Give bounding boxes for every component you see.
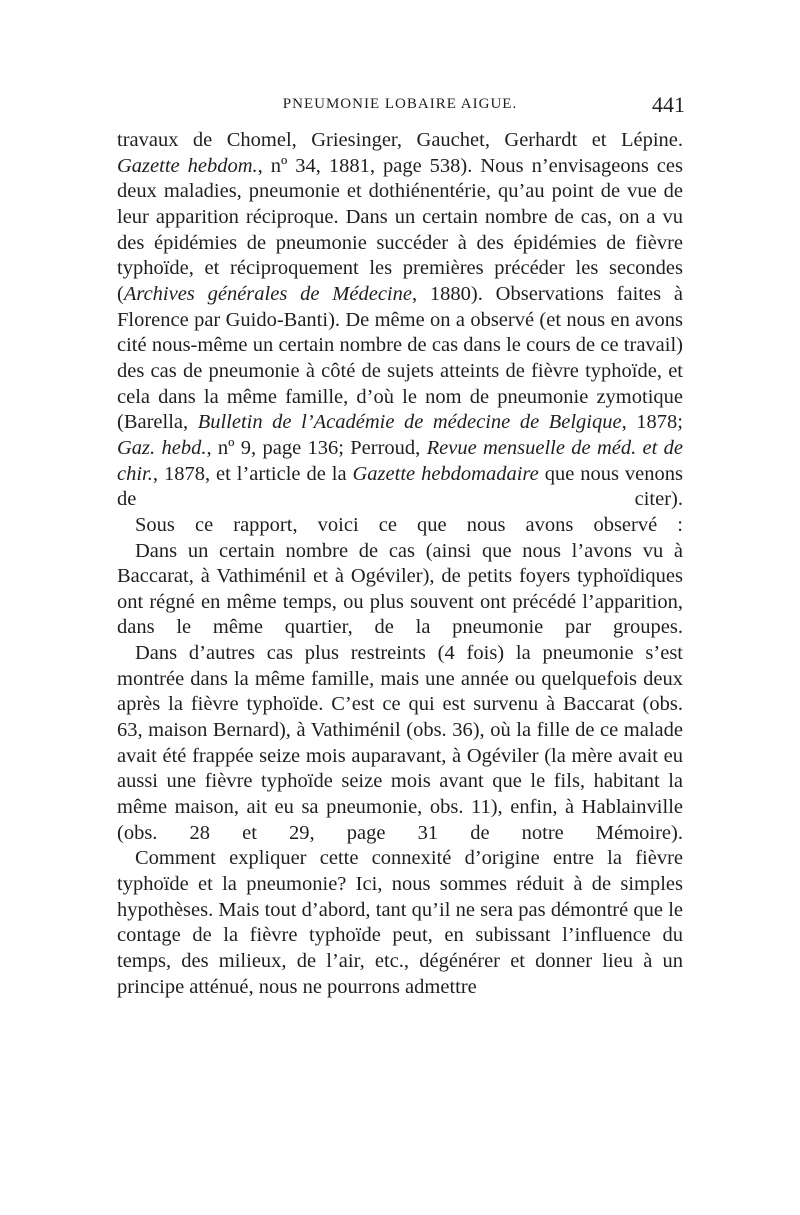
text-segment: , 1880). Observations faites à Florence par Guido-Banti). De même on a observé (et nous en avons cité nous-même un certain nombre de cas dans le cours de ce travail) des cas de pneumonie à côté de sujets atteints de fièvre typhoïde, et cela dans la même famille, d’où le nom de pneumonie zymotique (Barella, <box>117 282 683 434</box>
page-header <box>115 92 685 120</box>
text-segment: que nous venons de citer). <box>117 462 684 511</box>
page-number: 441 <box>652 92 685 117</box>
paragraph-1 <box>117 128 683 513</box>
paragraph-3 <box>117 539 683 642</box>
italic-citation: Archives générales de Médecine <box>123 282 412 305</box>
italic-citation: Gazette hebdom. <box>117 154 258 177</box>
text-segment: Comment expliquer cette connexité d’origine entre la fièvre typhoïde et la pneumonie? Ici, nous sommes réduit à de simples hypothèses. Mais tout d’abord, tant qu’il ne sera pas démontré que le contage de la fièvre typhoïde peut, en subissant l’influence du temps, des milieux, de l’air, etc., dégénérer et donner lieu à un principe atténué, nous ne pourrons admettre <box>117 847 683 998</box>
text-segment: Sous ce rapport, voici ce que nous avons observé : <box>135 513 683 536</box>
italic-citation: Bulletin de l’Académie de médecine de Belgique <box>197 411 622 434</box>
running-title: PNEUMONIE LOBAIRE AIGUE. <box>282 96 518 112</box>
italic-citation: Gaz. hebd. <box>117 436 207 459</box>
paragraph-2 <box>117 513 683 539</box>
italic-citation: Gazette hebdomadaire <box>352 462 539 485</box>
text-segment: , 1878, et l’article de la <box>152 462 353 485</box>
text-segment: travaux de Chomel, Griesinger, Gauchet, Gerhardt et Lépine. <box>117 129 683 151</box>
text-segment: Dans d’autres cas plus restreints (4 fois) la pneumonie s’est montrée dans la même famille, mais une année ou quelquefois deux après la fièvre typhoïde. C’est ce qui est survenu à Baccarat (obs. 63, maison Bernard), à Vathiménil (obs. 36), où la fille de ce malade avait été frappée seize mois auparavant, à Ogéviler (la mère avait eu aussi une fièvre typhoïde seize mois avant que le fils, habitant la même maison, ait eu sa pneumonie, obs. 11), enfin, à Hablainville (obs. 28 et 29, page 31 de notre Mémoire). <box>117 642 683 844</box>
text-segment: Dans un certain nombre de cas (ainsi que nous l’avons vu à Baccarat, à Vathiménil et à Ogéviler), de petits foyers typhoïdiques ont régné en même temps, ou plus souvent ont précédé l’apparition, dans le même quartier, de la pneumonie par groupes. <box>117 539 683 639</box>
text-segment: , 1878; <box>621 411 683 434</box>
paragraph-4 <box>117 641 683 846</box>
text-segment: , nº 34, 1881, page 538). Nous n’envisageons ces deux maladies, pneumonie et dothiénentérie, qu’au point de vue de leur apparition réciproque. Dans un certain nombre de cas, on a vu des épidémies de pneumonie succéder à des épidémies de fièvre typhoïde, et réciproquement les premières précéder les secondes ( <box>117 154 683 305</box>
italic-citation: Revue mensuelle de méd. et de chir. <box>117 436 684 485</box>
paragraph-5 <box>117 846 683 1000</box>
body-text <box>117 128 683 1000</box>
text-segment: , nº 9, page 136; Perroud, <box>206 436 427 459</box>
